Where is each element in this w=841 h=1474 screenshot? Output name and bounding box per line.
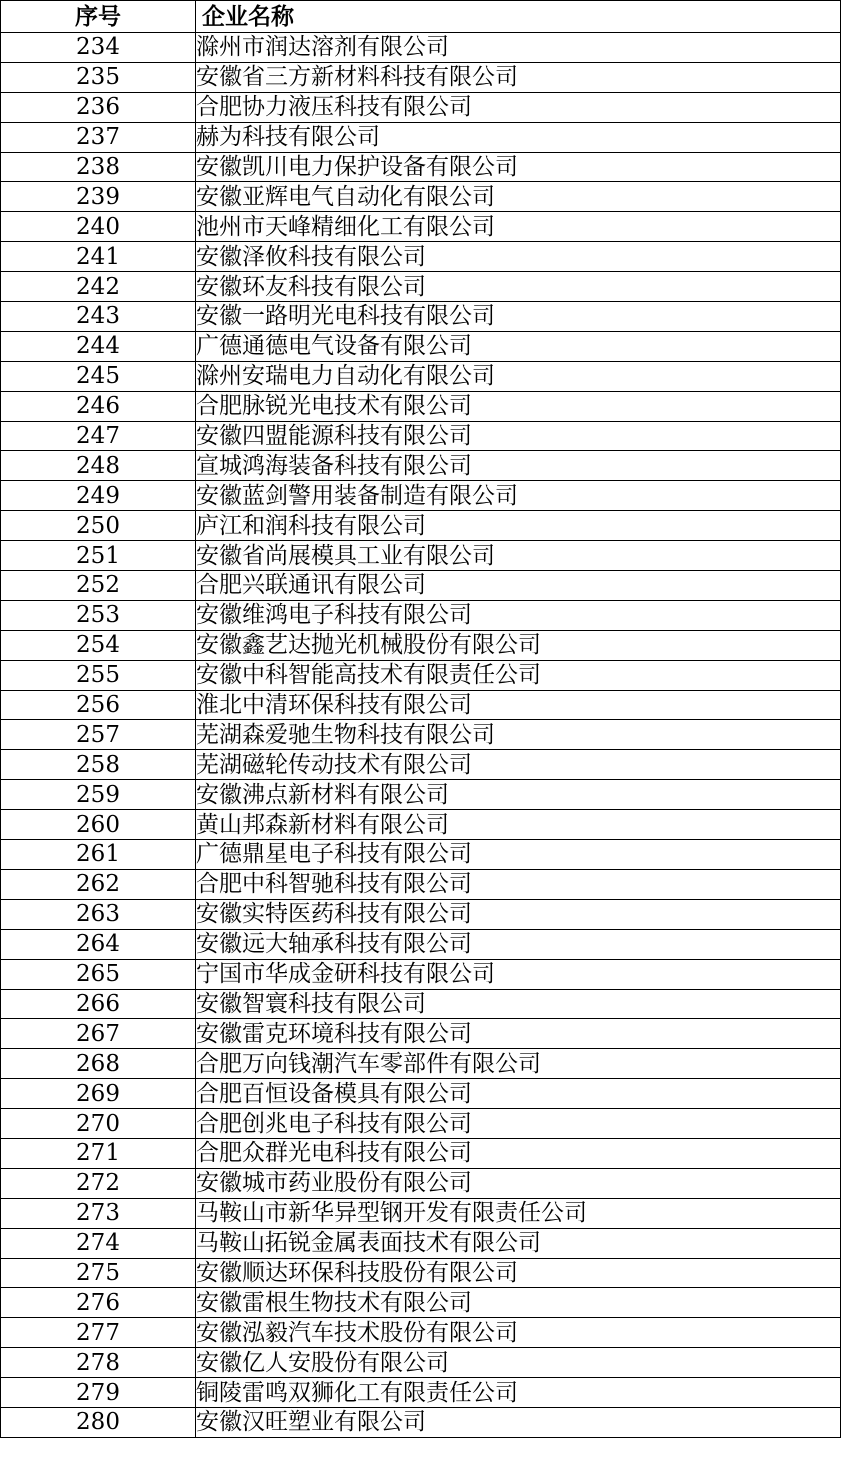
row-serial-number: 268 — [1, 1049, 196, 1079]
table-row — [1, 541, 841, 571]
row-serial-number: 270 — [1, 1109, 196, 1139]
row-serial-number: 245 — [1, 361, 196, 391]
row-serial-number: 244 — [1, 331, 196, 361]
table-row — [1, 571, 841, 601]
table-row — [1, 720, 841, 750]
row-serial-number: 271 — [1, 1138, 196, 1168]
table-row — [1, 212, 841, 242]
row-serial-number: 252 — [1, 571, 196, 601]
table-row — [1, 1198, 841, 1228]
row-serial-number: 237 — [1, 122, 196, 152]
row-serial-number: 265 — [1, 959, 196, 989]
row-serial-number: 243 — [1, 302, 196, 332]
row-serial-number: 241 — [1, 242, 196, 272]
table-row — [1, 451, 841, 481]
row-company-name: 淮北中清环保科技有限公司 — [196, 690, 841, 720]
table-row — [1, 1348, 841, 1378]
row-serial-number: 250 — [1, 511, 196, 541]
row-company-name: 安徽维鸿电子科技有限公司 — [196, 600, 841, 630]
row-company-name: 安徽智寰科技有限公司 — [196, 989, 841, 1019]
table-row — [1, 1019, 841, 1049]
row-company-name: 宣城鸿海装备科技有限公司 — [196, 451, 841, 481]
row-company-name: 芜湖森爱驰生物科技有限公司 — [196, 720, 841, 750]
row-serial-number: 238 — [1, 152, 196, 182]
row-company-name: 广德通德电气设备有限公司 — [196, 331, 841, 361]
row-company-name: 安徽凯川电力保护设备有限公司 — [196, 152, 841, 182]
table-row — [1, 989, 841, 1019]
table-row — [1, 1378, 841, 1408]
row-company-name: 合肥中科智驰科技有限公司 — [196, 869, 841, 899]
row-serial-number: 269 — [1, 1079, 196, 1109]
table-row — [1, 1407, 841, 1437]
row-serial-number: 260 — [1, 810, 196, 840]
row-company-name: 安徽远大轴承科技有限公司 — [196, 929, 841, 959]
table-row — [1, 1258, 841, 1288]
row-company-name: 安徽城市药业股份有限公司 — [196, 1168, 841, 1198]
row-company-name: 滁州市润达溶剂有限公司 — [196, 33, 841, 63]
table-row — [1, 1168, 841, 1198]
row-serial-number: 261 — [1, 840, 196, 870]
row-company-name: 安徽环友科技有限公司 — [196, 272, 841, 302]
row-company-name: 合肥脉锐光电技术有限公司 — [196, 391, 841, 421]
row-serial-number: 278 — [1, 1348, 196, 1378]
table-row — [1, 780, 841, 810]
table-row — [1, 481, 841, 511]
table-row — [1, 391, 841, 421]
row-serial-number: 258 — [1, 750, 196, 780]
row-serial-number: 249 — [1, 481, 196, 511]
row-serial-number: 255 — [1, 660, 196, 690]
row-serial-number: 235 — [1, 62, 196, 92]
table-row — [1, 182, 841, 212]
row-serial-number: 247 — [1, 421, 196, 451]
row-serial-number: 276 — [1, 1288, 196, 1318]
row-serial-number: 240 — [1, 212, 196, 242]
table-row — [1, 33, 841, 63]
row-company-name: 安徽实特医药科技有限公司 — [196, 899, 841, 929]
row-company-name: 铜陵雷鸣双狮化工有限责任公司 — [196, 1378, 841, 1408]
row-serial-number: 234 — [1, 33, 196, 63]
table-row — [1, 62, 841, 92]
row-company-name: 安徽亿人安股份有限公司 — [196, 1348, 841, 1378]
row-serial-number: 248 — [1, 451, 196, 481]
table-row — [1, 1318, 841, 1348]
row-serial-number: 277 — [1, 1318, 196, 1348]
header-row — [1, 1, 841, 33]
row-company-name: 安徽中科智能高技术有限责任公司 — [196, 660, 841, 690]
row-company-name: 马鞍山拓锐金属表面技术有限公司 — [196, 1228, 841, 1258]
table-row — [1, 660, 841, 690]
row-serial-number: 263 — [1, 899, 196, 929]
table-row — [1, 242, 841, 272]
table-row — [1, 1109, 841, 1139]
row-serial-number: 253 — [1, 600, 196, 630]
row-company-name: 芜湖磁轮传动技术有限公司 — [196, 750, 841, 780]
row-company-name: 滁州安瑞电力自动化有限公司 — [196, 361, 841, 391]
table-row — [1, 630, 841, 660]
row-serial-number: 242 — [1, 272, 196, 302]
row-serial-number: 267 — [1, 1019, 196, 1049]
table-row — [1, 959, 841, 989]
table-row — [1, 152, 841, 182]
row-serial-number: 275 — [1, 1258, 196, 1288]
row-company-name: 宁国市华成金研科技有限公司 — [196, 959, 841, 989]
row-serial-number: 273 — [1, 1198, 196, 1228]
header-company-name: 企业名称 — [196, 1, 841, 33]
table-row — [1, 302, 841, 332]
row-company-name: 马鞍山市新华异型钢开发有限责任公司 — [196, 1198, 841, 1228]
table-row — [1, 600, 841, 630]
table-body — [1, 33, 841, 1438]
row-serial-number: 266 — [1, 989, 196, 1019]
row-serial-number: 254 — [1, 630, 196, 660]
row-company-name: 安徽省尚展模具工业有限公司 — [196, 541, 841, 571]
table-row — [1, 1079, 841, 1109]
row-company-name: 合肥协力液压科技有限公司 — [196, 92, 841, 122]
table-row — [1, 810, 841, 840]
row-company-name: 安徽鑫艺达抛光机械股份有限公司 — [196, 630, 841, 660]
table-row — [1, 361, 841, 391]
row-serial-number: 257 — [1, 720, 196, 750]
table-row — [1, 840, 841, 870]
row-company-name: 合肥创兆电子科技有限公司 — [196, 1109, 841, 1139]
row-company-name: 池州市天峰精细化工有限公司 — [196, 212, 841, 242]
row-company-name: 庐江和润科技有限公司 — [196, 511, 841, 541]
row-serial-number: 274 — [1, 1228, 196, 1258]
row-serial-number: 246 — [1, 391, 196, 421]
row-company-name: 合肥百恒设备模具有限公司 — [196, 1079, 841, 1109]
table-row — [1, 272, 841, 302]
row-serial-number: 262 — [1, 869, 196, 899]
row-serial-number: 251 — [1, 541, 196, 571]
row-company-name: 安徽四盟能源科技有限公司 — [196, 421, 841, 451]
row-serial-number: 236 — [1, 92, 196, 122]
row-company-name: 赫为科技有限公司 — [196, 122, 841, 152]
table-row — [1, 1288, 841, 1318]
row-company-name: 安徽一路明光电科技有限公司 — [196, 302, 841, 332]
row-company-name: 合肥众群光电科技有限公司 — [196, 1138, 841, 1168]
table-row — [1, 1049, 841, 1079]
header-serial-number: 序号 — [1, 1, 196, 33]
row-company-name: 安徽亚辉电气自动化有限公司 — [196, 182, 841, 212]
row-serial-number: 264 — [1, 929, 196, 959]
row-company-name: 安徽泓毅汽车技术股份有限公司 — [196, 1318, 841, 1348]
row-company-name: 安徽雷根生物技术有限公司 — [196, 1288, 841, 1318]
table-row — [1, 750, 841, 780]
row-company-name: 黄山邦森新材料有限公司 — [196, 810, 841, 840]
table-row — [1, 92, 841, 122]
table-row — [1, 869, 841, 899]
table-row — [1, 1138, 841, 1168]
row-company-name: 安徽雷克环境科技有限公司 — [196, 1019, 841, 1049]
table-row — [1, 899, 841, 929]
row-company-name: 合肥兴联通讯有限公司 — [196, 571, 841, 601]
row-company-name: 安徽沸点新材料有限公司 — [196, 780, 841, 810]
row-serial-number: 272 — [1, 1168, 196, 1198]
table-row — [1, 1228, 841, 1258]
row-serial-number: 256 — [1, 690, 196, 720]
row-company-name: 合肥万向钱潮汽车零部件有限公司 — [196, 1049, 841, 1079]
row-company-name: 安徽蓝剑警用装备制造有限公司 — [196, 481, 841, 511]
table-row — [1, 331, 841, 361]
row-company-name: 安徽泽攸科技有限公司 — [196, 242, 841, 272]
table-row — [1, 421, 841, 451]
row-serial-number: 280 — [1, 1407, 196, 1437]
table-row — [1, 690, 841, 720]
table-row — [1, 511, 841, 541]
row-serial-number: 239 — [1, 182, 196, 212]
row-company-name: 安徽省三方新材料科技有限公司 — [196, 62, 841, 92]
row-company-name: 安徽顺达环保科技股份有限公司 — [196, 1258, 841, 1288]
row-serial-number: 279 — [1, 1378, 196, 1408]
table-row — [1, 929, 841, 959]
row-serial-number: 259 — [1, 780, 196, 810]
row-company-name: 广德鼎星电子科技有限公司 — [196, 840, 841, 870]
table-row — [1, 122, 841, 152]
row-company-name: 安徽汉旺塑业有限公司 — [196, 1407, 841, 1437]
